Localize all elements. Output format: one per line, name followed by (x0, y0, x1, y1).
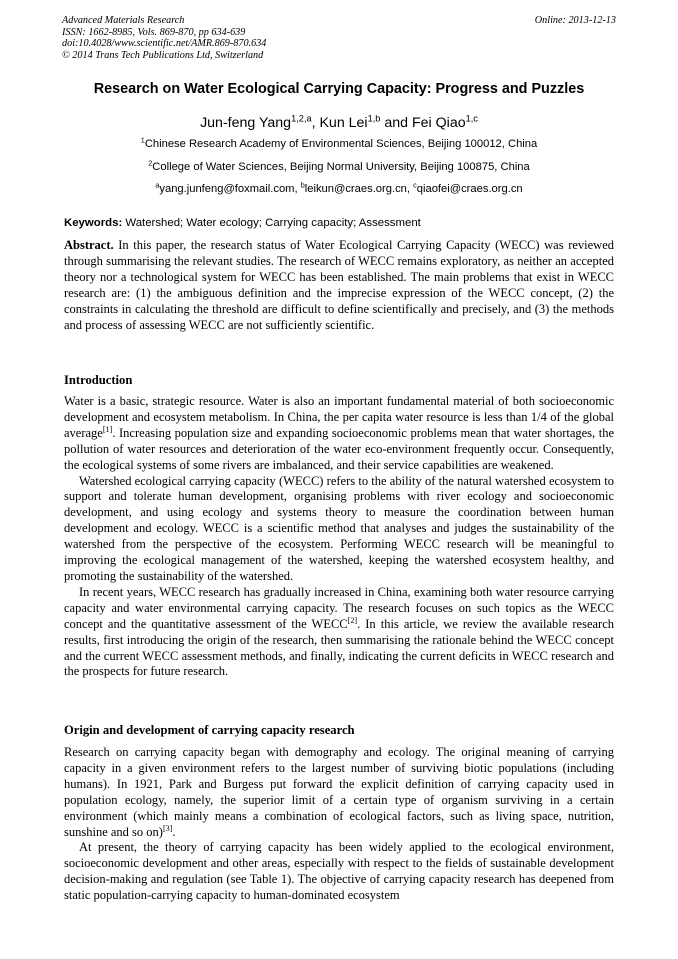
affiliation-mark: 2 (148, 158, 153, 168)
origin-body (64, 745, 614, 904)
author-separator: and (380, 115, 412, 131)
introduction-body (64, 394, 614, 680)
author-list (62, 113, 616, 133)
citation[interactable]: [3] (162, 823, 173, 833)
email-mark: c (413, 180, 417, 190)
issn-line: ISSN: 1662-8985, Vols. 869-870, pp 634-639 (62, 26, 246, 38)
email-address: leikun@craes.org.cn, (304, 183, 414, 195)
paragraph (64, 585, 614, 680)
paragraph: At present, the theory of carrying capacity has been widely applied to the ecological environment, socioeconomic development and other areas, especially with respect to the fields of sustainable development decision-making and regulation (see Table 1). The objective of carrying capacity research has deepened from static population-carrying capacity to human-dominated ecosystem (64, 840, 614, 903)
abstract-label: Abstract. (64, 238, 114, 252)
keywords-text: Watershed; Water ecology; Carrying capacity; Assessment (122, 217, 421, 229)
section-heading-introduction: Introduction (64, 373, 133, 387)
paragraph-text: Water is a basic, strategic resource. Water is also an important fundamental material of both socioeconomic development and ecosystem metabolism. In China, the per capita water resource is less than 1/4 of the global average (64, 394, 614, 440)
paragraph-text: . (172, 824, 176, 839)
abstract-text: In this paper, the research status of Water Ecological Carrying Capacity (WECC) was reviewed through summarising the relevant studies. The research of WECC remains exploratory, as neither an accepted theory nor a technological system for WECC has been established. The main problems that exist in WECC research are: (1) the ambiguous definition and the imprecise expression of the WECC concept, (2) the constraints in calculating the threshold are difficult to define scientifically and precisely, and (3) the methods and process of assessing WECC are not sufficiently scientific. (64, 238, 614, 332)
affiliation-mark: 1 (140, 135, 145, 145)
author-separator: , (311, 115, 320, 131)
abstract (64, 238, 614, 333)
keywords-label: Keywords: (64, 217, 123, 229)
paragraph-text: Research on carrying capacity began with demography and ecology. The original meaning of carrying capacity in a given environment refers to the largest number of surviving biotic populations (including humans). In 1921, Park and Burgess put forward the explicit definition of carrying capacity used in population ecology, namely, the superior limit of a certain type of organism surviving in a certain environment (which mainly means a combination of ecological factors, such as living space, nutrition, sunshine and so on) (64, 745, 614, 839)
citation[interactable]: [1] (102, 424, 113, 434)
paragraph-text: . Increasing population size and expanding socioeconomic problems mean that water shortages, the pollution of water resources and deterioration of the water eco-environment frequently occur. Consequently, the ecological systems of some rivers are imbalanced, and their service capabilities are weakened. (64, 425, 614, 472)
email-address: yang.junfeng@foxmail.com, (159, 183, 301, 195)
journal-name: Advanced Materials Research (62, 15, 185, 26)
copyright-line: © 2014 Trans Tech Publications Ltd, Switzerland (62, 49, 264, 61)
author-name: Fei Qiao (411, 115, 466, 131)
affiliation-1 (62, 137, 616, 151)
paragraph-text: In recent years, WECC research has gradually increased in China, examining both water resource carrying capacity and water environmental carrying capacity. The research focuses on such topics as the WECC concept and the quantitative assessment of the WECC (64, 584, 614, 631)
paragraph (64, 745, 614, 840)
citation[interactable]: [2] (347, 615, 358, 625)
author-name: Kun Lei (319, 115, 368, 131)
affiliation-text: Chinese Research Academy of Environmental Sciences, Beijing 100012, China (144, 138, 538, 150)
email-address: qiaofei@craes.org.cn (416, 183, 523, 195)
affiliation-2 (62, 160, 616, 174)
keywords (64, 216, 616, 230)
paper-title: Research on Water Ecological Carrying Capacity: Progress and Puzzles (93, 81, 585, 97)
author-affiliation-mark: 1,b (367, 113, 381, 124)
section-heading-origin: Origin and development of carrying capacity research (64, 723, 355, 737)
doi-line: doi:10.4028/www.scientific.net/AMR.869-870.634 (62, 38, 267, 50)
affiliation-text: College of Water Sciences, Beijing Normal University, Beijing 100875, China (152, 161, 530, 173)
paragraph (64, 394, 614, 474)
paragraph: Watershed ecological carrying capacity (WECC) refers to the ability of the natural watershed ecosystem to support and tolerate human development, organising problems with river ecology and socioeconomic development, and using ecology and systems theory to measure the coordination between human development and ecology. WECC is a scientific method that analyses and judges the sustainability of the watershed from the perspective of the ecosystem. Performing WECC research will be meaningful to improving the ecological management of the watershed, keeping the watershed ecosystem healthy, and promoting the sustainability of the watershed. (64, 473, 614, 583)
author-name: Jun-feng Yang (200, 115, 292, 131)
author-affiliation-mark: 1,2,a (291, 113, 312, 124)
paragraph-text: . In this article, we review the available research results, first introducing the origin of the research, then summarising the rationale behind the WECC concept and the current WECC assessment methods, and finally, indicating the current deficits in WECC research and the prospects for future research. (64, 616, 614, 679)
email-mark: a (155, 180, 160, 190)
author-affiliation-mark: 1,c (465, 113, 478, 124)
online-date: Online: 2013-12-13 (534, 15, 616, 26)
email-mark: b (300, 180, 305, 190)
journal-header (62, 15, 616, 61)
email-line (62, 182, 616, 196)
